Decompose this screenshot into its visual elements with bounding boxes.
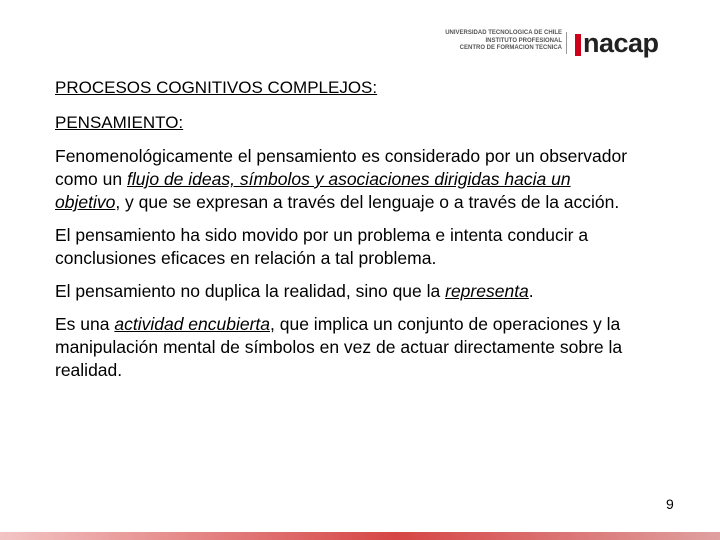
- logo-wordmark: nacap: [583, 28, 659, 58]
- logo-line-1: UNIVERSIDAD TECNOLOGICA DE CHILE: [445, 30, 562, 36]
- inacap-logo: [438, 28, 688, 62]
- paragraph-3-emphasis: representa: [445, 281, 529, 301]
- logo-line-2: INSTITUTO PROFESIONAL: [485, 37, 562, 44]
- paragraph-4: [55, 313, 635, 382]
- logo-line-3: CENTRO DE FORMACION TECNICA: [459, 45, 562, 51]
- paragraph-1-text-a: Fenomenológicamente el pensamiento es considerado por un observador como un: [55, 146, 628, 189]
- paragraph-4-emphasis: actividad encubierta: [114, 314, 271, 334]
- paragraph-4-text-a: Es una: [55, 314, 115, 334]
- paragraph-2: El pensamiento ha sido movido por un problema e intenta conducir a conclusiones eficaces en relación a tal problema.: [55, 225, 589, 268]
- logo-red-bar-icon: [575, 34, 581, 56]
- slide-subtitle: PENSAMIENTO:: [55, 113, 184, 132]
- logo-separator: [566, 32, 567, 54]
- bottom-accent-bar: [0, 532, 720, 540]
- paragraph-3-text-a: El pensamiento no duplica la realidad, sino que la: [55, 281, 446, 301]
- paragraph-1: [55, 145, 635, 214]
- paragraph-4-text-b: , que implica un conjunto de operaciones y la manipulación mental de símbolos en vez de actuar directamente sobre la realidad.: [55, 314, 623, 380]
- paragraph-1-emphasis: flujo de ideas, símbolos y asociaciones dirigidas hacia un objetivo: [55, 169, 571, 212]
- paragraph-1-text-b: , y que se expresan a través del lenguaje o a través de la acción.: [115, 192, 620, 212]
- slide-title: PROCESOS COGNITIVOS COMPLEJOS:: [55, 78, 378, 97]
- logo-text-lines: [445, 30, 562, 53]
- slide-content: [55, 76, 635, 392]
- page-number: 9: [666, 496, 674, 512]
- paragraph-3: [55, 280, 635, 303]
- paragraph-3-text-b: .: [528, 281, 534, 301]
